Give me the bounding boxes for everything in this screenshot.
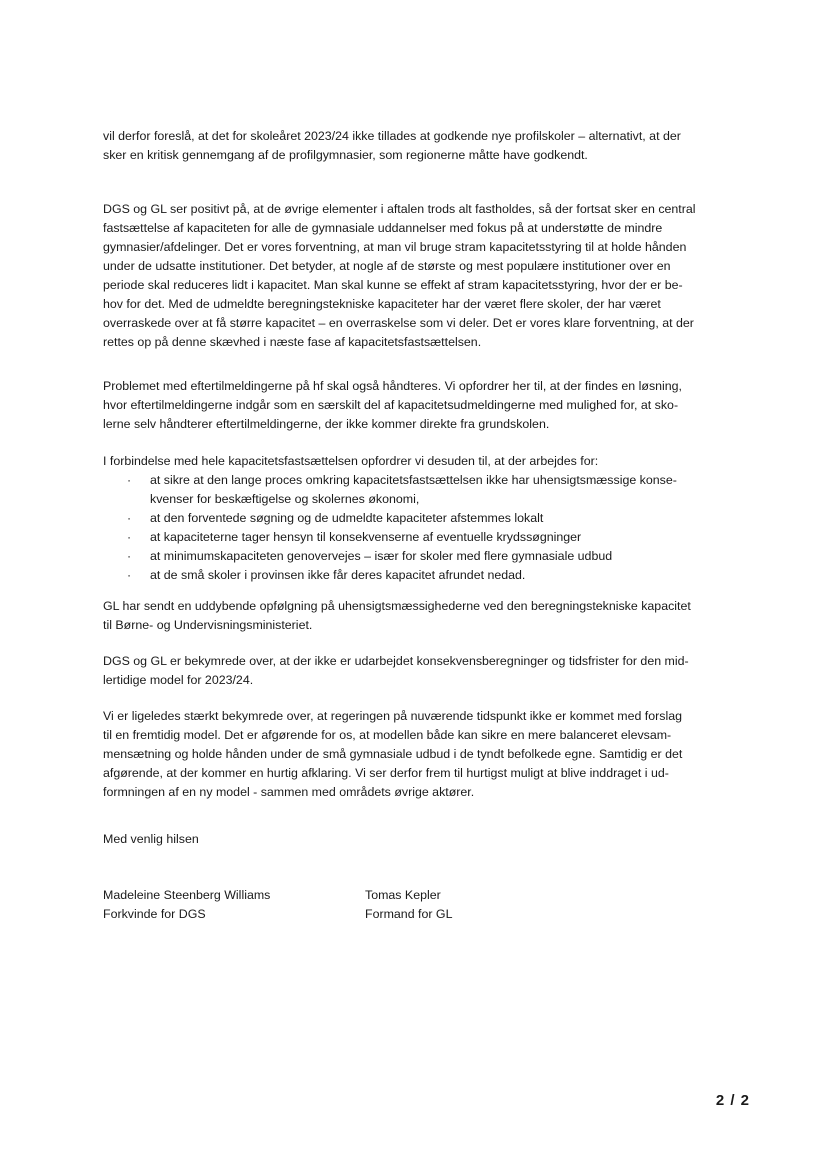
page-number: 2 / 2 bbox=[715, 1092, 750, 1109]
text-line: til Børne- og Undervisningsministeriet. bbox=[103, 618, 313, 632]
text-line: hov for det. Med de udmeldte beregningstekniske kapaciteter har der været flere skoler, der har været bbox=[103, 297, 661, 311]
text-line: afgørende, at der kommer en hurtig afklaring. Vi ser derfor frem til hurtigst muligt at blive inddraget i ud- bbox=[103, 766, 669, 780]
text-line: gymnasier/afdelinger. Det er vores forventning, at man vil bruge stram kapacitetsstyring til at holde hånden bbox=[103, 240, 687, 254]
signatory-name: Madeleine Steenberg Williams bbox=[103, 888, 271, 902]
list-item bbox=[103, 566, 677, 585]
paragraph-capacity-elements bbox=[103, 200, 696, 352]
signature-block-dgs bbox=[103, 886, 270, 924]
paragraph-future-model bbox=[103, 707, 682, 802]
list-item bbox=[103, 471, 677, 509]
text-line: at de små skoler i provinsen ikke får deres kapacitet afrundet nedad. bbox=[150, 568, 526, 582]
text-line: til en fremtidig model. Det er afgørende for os, at modellen både kan sikre en mere balanceret elevsam- bbox=[103, 728, 672, 742]
text-line: mensætning og holde hånden under de små gymnasiale udbud i de tyndt befolkede egne. Samtidig er det bbox=[103, 747, 683, 761]
text-line: sker en kritisk gennemgang af de profilgymnasier, som regionerne måtte have godkendt. bbox=[103, 148, 588, 162]
text-line: at minimumskapaciteten genovervejes – især for skoler med flere gymnasiale udbud bbox=[150, 549, 613, 563]
closing-salutation: Med venlig hilsen bbox=[103, 832, 199, 846]
text-line: DGS og GL ser positivt på, at de øvrige elementer i aftalen trods alt fastholdes, så der fortsat sker en central bbox=[103, 202, 696, 216]
text-line: Vi er ligeledes stærkt bekymrede over, at regeringen på nuværende tidspunkt ikke er kommet med forslag bbox=[103, 709, 682, 723]
signatory-title: Formand for GL bbox=[365, 907, 453, 921]
recommendations-list bbox=[103, 471, 677, 585]
list-item bbox=[103, 509, 677, 528]
text-line: GL har sendt en uddybende opfølgning på uhensigtsmæssighederne ved den beregningstekniske kapacitet bbox=[103, 599, 691, 613]
text-line: DGS og GL er bekymrede over, at der ikke er udarbejdet konsekvensberegninger og tidsfrister for den mid- bbox=[103, 654, 689, 668]
text-line: lerne selv håndterer eftertilmeldingerne, der ikke kommer direkte fra grundskolen. bbox=[103, 417, 550, 431]
text-line: under de udsatte institutioner. Det betyder, at nogle af de største og mest populære institutioner over en bbox=[103, 259, 671, 273]
text-line: vil derfor foreslå, at det for skoleåret 2023/24 ikke tillades at godkende nye profilskoler – alternativt, at der bbox=[103, 129, 681, 143]
bullet-marker: · bbox=[127, 473, 132, 487]
paragraph-gl-followup bbox=[103, 597, 691, 635]
text-line: formningen af en ny model - sammen med områdets øvrige aktører. bbox=[103, 785, 475, 799]
list-item bbox=[103, 547, 677, 566]
text-line: lertidige model for 2023/24. bbox=[103, 673, 254, 687]
text-line: Problemet med eftertilmeldingerne på hf skal også håndteres. Vi opfordrer her til, at der findes en løsning, bbox=[103, 379, 683, 393]
text-line: fastsættelse af kapaciteten for alle de gymnasiale uddannelser med fokus på at understøtte de mindre bbox=[103, 221, 663, 235]
list-item bbox=[103, 528, 677, 547]
paragraph-hf-late-registration bbox=[103, 377, 682, 434]
text-line: periode skal reduceres lidt i kapacitet. Man skal kunne se effekt af stram kapacitetsstyring, hvor der er be- bbox=[103, 278, 683, 292]
signature-block-gl bbox=[365, 886, 452, 924]
text-line: overraskede over at få større kapacitet – en overraskelse som vi deler. Det er vores klare forventning, at der bbox=[103, 316, 694, 330]
paragraph-concern-model bbox=[103, 652, 689, 690]
bullet-marker: · bbox=[127, 568, 132, 582]
text-line: at kapaciteterne tager hensyn til konsekvenserne af eventuelle krydssøgninger bbox=[150, 530, 582, 544]
bullet-marker: · bbox=[127, 549, 132, 563]
bullet-marker: · bbox=[127, 530, 132, 544]
paragraph-list-intro bbox=[103, 452, 598, 471]
text-line: rettes op på denne skævhed i næste fase af kapacitetsfastsættelsen. bbox=[103, 335, 482, 349]
signatory-title: Forkvinde for DGS bbox=[103, 907, 206, 921]
text-line: hvor eftertilmeldingerne indgår som en særskilt del af kapacitetsudmeldingerne med mulighed for, at sko- bbox=[103, 398, 679, 412]
text-line: at sikre at den lange proces omkring kapacitetsfastsættelsen ikke har uhensigtsmæssige konse- bbox=[150, 473, 677, 487]
text-line: I forbindelse med hele kapacitetsfastsættelsen opfordrer vi desuden til, at der arbejdes for: bbox=[103, 454, 599, 468]
text-line: at den forventede søgning og de udmeldte kapaciteter afstemmes lokalt bbox=[150, 511, 544, 525]
text-line: kvenser for beskæftigelse og skolernes økonomi, bbox=[150, 492, 420, 506]
signatory-name: Tomas Kepler bbox=[365, 888, 441, 902]
paragraph-profile-schools bbox=[103, 127, 681, 165]
bullet-marker: · bbox=[127, 511, 132, 525]
